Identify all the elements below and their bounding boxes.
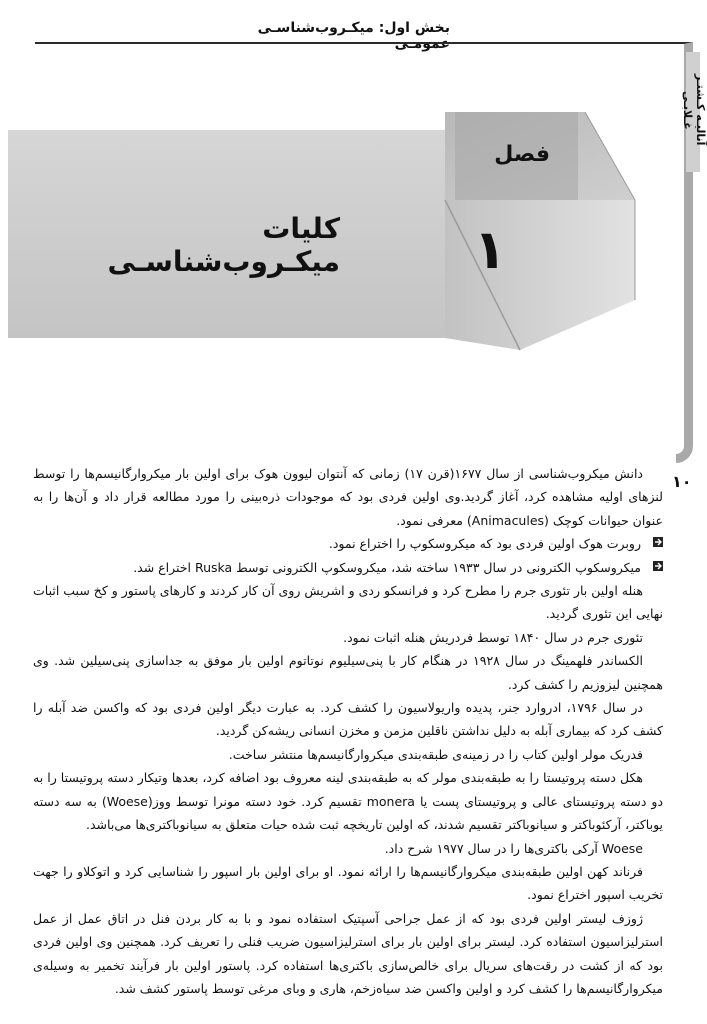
paragraph: در سال ۱۷۹۶، ادروارد جنر، پدیده واریولاسیون را کشف کرد. به عبارت دیگر اولین فردی بود که واکسن ضد آبله را کشف کرد که بیماری آبله به دلیل نداشتن ناقلین مزمن و مخزن انسانی ریشه‌کن گردید. (33, 700, 663, 739)
bullet-item (33, 532, 663, 555)
chapter-word: فصل (494, 142, 550, 167)
paragraph: تئوری جرم در سال ۱۸۴۰ توسط فردریش هنله اثبات نمود. (343, 629, 643, 645)
paragraph: ژوزف لیستر اولین فردی بود که از عمل جراحی آسپتیک استفاده نمود و با به کار بردن فنل در اتاق عمل از عمل استرلیزاسیون استفاده کرد. لیستر برای اولین بار برای استرلیزاسیون ضریب فنلی را تعریف کرد. همچنین وی اولین فردی بود که از کشت در رقت‌های سریال برای خالص‌سازی باکتری‌ها استفاده کرد. پاستور اولین بار فرآیند تخمیر به وسیله‌ی میکروارگانیسم‌ها را کشف کرد و اولین واکسن ضد سیاه‌زخم، هاری و وبای مرغی توسط پاستور کشف شد. (33, 910, 663, 996)
paragraph: الکساندر فلهمینگ در سال ۱۹۲۸ در هنگام کار با پنی‌سیلیوم نوتاتوم اولین بار موفق به جداسازی پنی‌سیلین شد. وی همچنین لیزوزیم را کشف کرد. (33, 653, 663, 692)
bullet-icon (653, 537, 663, 547)
paragraph: دانش میکروب‌شناسی از سال ۱۶۷۷(قرن ۱۷) زمانی که آنتوان لیوون هوک برای اولین بار میکروارگانیسم‌ها را توسط لنزهای اولیه مشاهده کرد، آغاز گردید.وی اولین فردی بود که موجودات ذره‌بینی را مورد مطالعه قرار داد و آن‌ها را به عنوان حیوانات کوچک (Animacules) معرفی نمود. (33, 466, 663, 528)
body-text (33, 462, 663, 1000)
bullet-text: روبرت هوک اولین فردی بود که میکروسکوپ را اختراع نمود. (328, 536, 641, 552)
paragraph: هکل دسته پروتیستا را به طبقه‌بندی مولر که به طبقه‌بندی لینه معروف بود اضافه کرد، بعدها وتیکار دسته پروتیستا را به دو دسته پروتیستای عالی و پروتیستای پست یا monera تقسیم کرد. خود دسته مونرا توسط ووز(Woese) به سه دسته یوباکتر، آرکئوباکتر و سیانوباکتر تقسیم شدند، که اولین تاریخچه ثبت شده حیات متعلق به سیانوباکتری‌ها می‌باشد. (33, 770, 664, 833)
paragraph: فدریک مولر اولین کتاب را در زمینه‌ی طبقه‌بندی میکروارگانیسم‌ها منتشر ساخت. (228, 746, 643, 762)
chapter-banner (0, 0, 703, 360)
paragraph: Woese آرکی باکتری‌ها را در سال ۱۹۷۷ شرح داد. (384, 840, 643, 856)
section-title: بخش اول: میکـروب‌شناسـی عمومـی (257, 20, 450, 52)
page-number: ۱۰ (672, 472, 692, 491)
paragraph: هنله اولین بار تئوری جرم را مطرح کرد و فرانسکو ردی و اشریش روی آن کار کردند و کارهای پاستور و کخ سبب اثبات نهایی این تئوری گردید. (33, 583, 663, 622)
bullet-text: میکروسکوپ الکترونی در سال ۱۹۳۳ ساخته شد، میکروسکوپ الکترونی توسط Ruska اختراع شد. (133, 559, 641, 575)
chapter-number: ۱ (473, 218, 507, 281)
bullet-icon (653, 561, 663, 571)
chapter-title: کلیات میکـروب‌شناسـی (107, 212, 340, 278)
side-label-text: آنالیـه کـشتـر غـلابـی (681, 74, 707, 146)
paragraph: فرناند کهن اولین طبقه‌بندی میکروارگانیسم‌ها را ارائه نمود. او برای اولین بار اسپور را شناسایی کرد و اتوکلاو را جهت تخریب اسپور اختراع نمود. (33, 863, 663, 903)
bullet-item (33, 556, 663, 579)
